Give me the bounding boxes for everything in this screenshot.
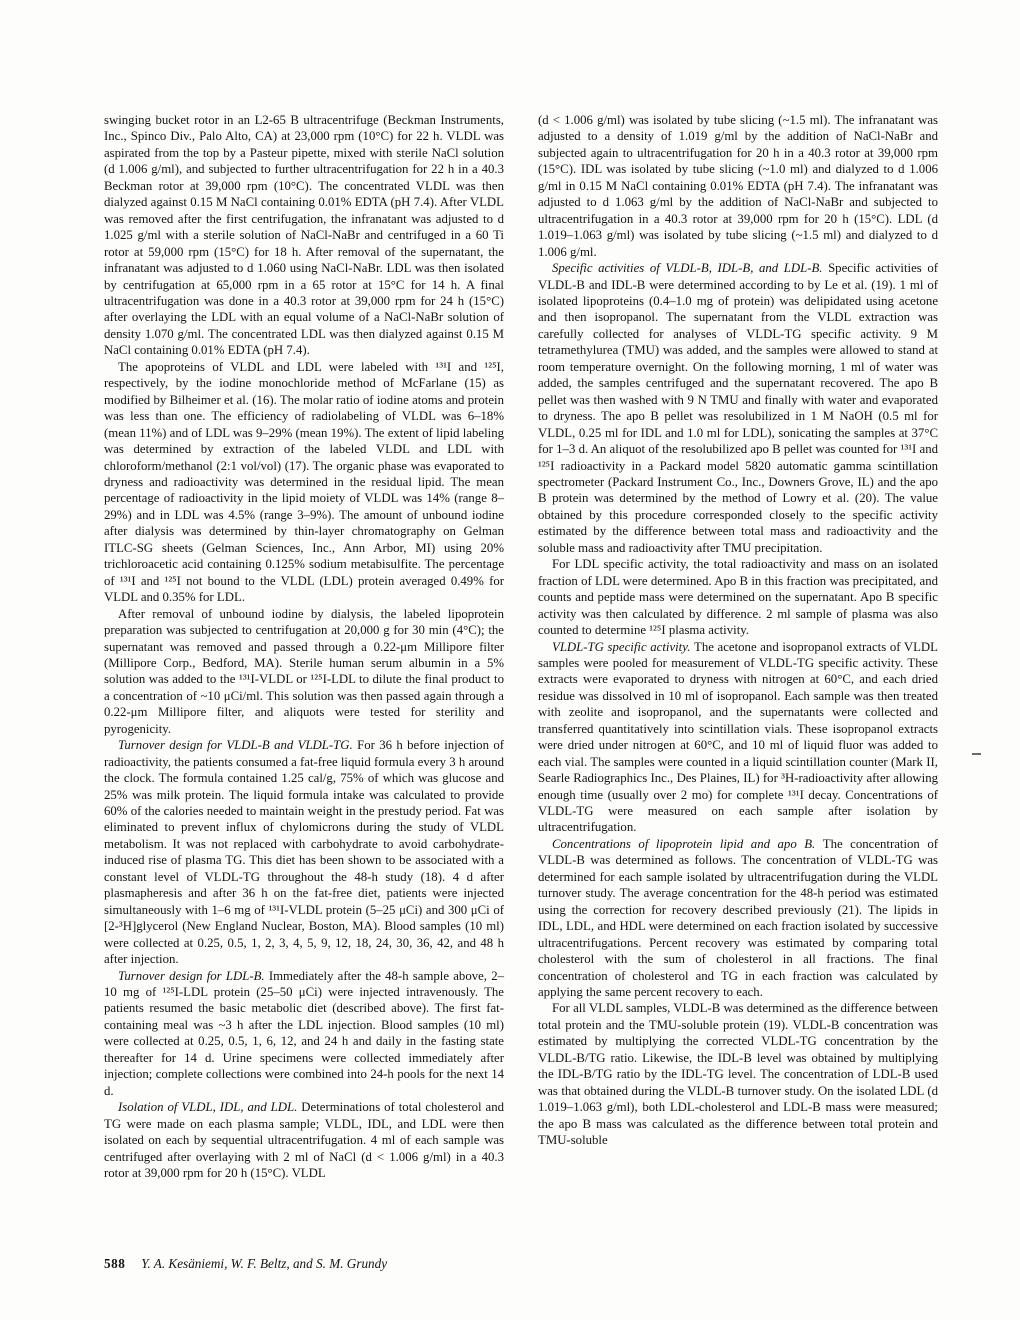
paragraph (538, 1000, 938, 1148)
paragraph-lead: Turnover design for LDL-B. (118, 968, 269, 983)
paragraph-text: The acetone and isopropanol extracts of VLDL samples were pooled for measurement of VLDL-TG specific activity. These extracts were evaporated to dryness with nitrogen at 60°C, and each dried residue was dissolved in 10 ml of isopropanol. Each sample was then treated with zeolite and isopropanol, and the supernatants were collected and transferred quantitatively into scintillation vials. These isopropanol extracts were dried under nitrogen at 60°C, and 10 ml of liquid fluor was added to each vial. The samples were counted in a liquid scintillation counter (Mark II, Searle Radiographics Inc., Des Plaines, IL) for ³H-radioactivity after allowing enough time (usually over 2 mo) for complete ¹³¹I decay. Concentrations of VLDL-TG were measured on each sample after isolation by ultracentrifugation. (538, 639, 938, 835)
paragraph (538, 556, 938, 638)
paragraph-text: For 36 h before injection of radioactivity, the patients consumed a fat-free liquid formula every 3 h around the clock. The formula contained 1.25 cal/g, 75% of which was glucose and 25% was milk protein. The liquid formula intake was calculated to provide 60% of the calories needed to maintain weight in the prestudy period. Fat was eliminated to prevent influx of chylomicrons during the study of VLDL metabolism. It was not replaced with carbohydrate to avoid carbohydrate-induced rise of plasma TG. This diet has been shown to be associated with a constant level of VLDL-TG throughout the 48-h study (18). 4 d after plasmapheresis and after 36 h on the fat-free diet, patients were injected simultaneously with 1–6 mg of ¹³¹I-VLDL protein (5–25 μCi) and 300 μCi of [2-³H]glycerol (New England Nuclear, Boston, MA). Blood samples (10 ml) were collected at 0.25, 0.5, 1, 2, 3, 4, 5, 9, 12, 18, 24, 30, 36, 42, and 48 h after injection. (104, 738, 504, 967)
paragraph (538, 836, 938, 1001)
paragraph-text: For LDL specific activity, the total radioactivity and mass on an isolated fraction of LDL were determined. Apo B in this fraction was precipitated, and counts and peptide mass were determined on the supernatant. Apo B specific activity was then calculated by difference. 2 ml sample of plasma was also counted to determine ¹²⁵I plasma activity. (538, 557, 938, 638)
paragraph-lead: Isolation of VLDL, IDL, and LDL. (118, 1100, 302, 1115)
paragraph (538, 112, 938, 260)
paragraph-text: Determinations of total cholesterol and TG were made on each plasma sample; VLDL, IDL, and LDL were then isolated on each by sequential ultracentrifugation. 4 ml of each sample was centrifuged after overlaying with 2 ml of NaCl (d < 1.006 g/ml) in a 40.3 rotor at 39,000 rpm for 20 h (15°C). VLDL (104, 1100, 504, 1180)
footer-authors: Y. A. Kesäniemi, W. F. Beltz, and S. M. Grundy (141, 1256, 388, 1271)
paragraph-text: swinging bucket rotor in an L2-65 B ultracentrifuge (Beckman Instruments, Inc., Spinco Div., Palo Alto, CA) at 23,000 rpm (10°C) for 22 h. VLDL was aspirated from the top by a Pasteur pipette, mixed with sterile NaCl solution (d 1.006 g/ml), and subjected to further ultracentrifugation for 22 h in a 40.3 Beckman rotor at 39,000 rpm (10°C). The concentrated VLDL was then dialyzed against 0.15 M NaCl containing 0.01% EDTA (pH 7.4). After VLDL was removed after the first centrifugation, the infranatant was adjusted to d 1.025 g/ml with a sterile solution of NaCl-NaBr and centrifuged in a 60 Ti rotor at 59,000 rpm (15°C) for 18 h. After removal of the supernatant, the infranatant was adjusted to d 1.060 using NaCl-NaBr. LDL was then isolated by centrifugation at 65,000 rpm in a 65 rotor at 15°C for 14 h. A final ultracentrifugation was done in a 40.3 rotor at 39,000 rpm for 24 h (15°C) after overlaying the LDL with an equal volume of a NaCl-NaBr solution of density 1.070 g/ml. The concentrated LDL was then dialyzed against 0.15 M NaCl containing 0.01% EDTA (pH 7.4). (104, 113, 504, 358)
paragraph-lead: Specific activities of VLDL-B, IDL-B, and LDL-B. (552, 261, 829, 276)
paragraph (104, 359, 504, 606)
page-number: 588 (104, 1256, 126, 1271)
paragraph-text: The concentration of VLDL-B was determined as follows. The concentration of VLDL-TG was determined for each sample isolated by ultracentrifugation during the VLDL turnover study. The average concentration for the 48-h period was estimated using the correction for recovery described previously (21). The lipids in IDL, LDL, and HDL were determined on each fraction isolated by successive ultracentrifugations. Percent recovery was estimated by comparing total cholesterol with the sum of cholesterol in all fractions. The final concentration of cholesterol and TG in each fraction was calculated by applying the same percent recovery to each. (538, 836, 938, 1000)
paragraph-text: (d < 1.006 g/ml) was isolated by tube slicing (~1.5 ml). The infranatant was adjusted to a density of 1.019 g/ml by the addition of NaCl-NaBr and subjected again to ultracentrifugation for 20 h in a 40.3 rotor at 39,000 rpm (15°C). IDL was isolated by tube slicing (~1.0 ml) and dialyzed to d 1.006 g/ml in 0.15 M NaCl containing 0.01% EDTA (pH 7.4). The infranatant was adjusted to d 1.063 g/ml by the addition of NaCl-NaBr and subjected to ultracentrifugation in a 40.3 rotor at 39,000 rpm for 20 h (15°C). LDL (d 1.019–1.063 g/ml) was isolated by tube slicing (~1.5 ml) and dialyzed to d 1.006 g/ml. (538, 113, 938, 259)
paragraph (538, 260, 938, 556)
paragraph (104, 737, 504, 967)
left-column (104, 112, 504, 1181)
paragraph-text: For all VLDL samples, VLDL-B was determined as the difference between total protein and the TMU-soluble protein (19). VLDL-B concentration was estimated by multiplying the corrected VLDL-TG concentration by the VLDL-B/TG ratio. Likewise, the IDL-B level was obtained by multiplying the IDL-B/TG ratio by the IDL-TG level. The concentration of LDL-B used was that obtained during the VLDL-B turnover study. On the isolated LDL (d 1.019–1.063 g/ml), both LDL-cholesterol and LDL-B mass were measured; the apo B mass was calculated as the difference between total protein and TMU-soluble (538, 1001, 938, 1148)
paragraph-text: The apoproteins of VLDL and LDL were labeled with ¹³¹I and ¹²⁵I, respectively, by the iodine monochloride method of McFarlane (15) as modified by Bilheimer et al. (16). The molar ratio of iodine atoms and protein was less than one. The efficiency of radiolabeling of VLDL was 6–18% (mean 11%) and of LDL was 9–29% (mean 19%). The extent of lipid labeling was determined by extraction of the labeled VLDL and LDL with chloroform/methanol (2:1 vol/vol) (17). The organic phase was evaporated to dryness and radioactivity was determined in the residual lipid. The mean percentage of radioactivity in the lipid moiety of VLDL was 14% (range 8–29%) and in LDL was 4.5% (range 3–9%). The amount of unbound iodine after dialysis was determined by thin-layer chromatography on Gelman ITLC-SG sheets (Gelman Sciences, Inc., Ann Arbor, MI) using 20% trichloroacetic acid containing 0.125% sodium metabisulfite. The percentage of ¹³¹I and ¹²⁵I not bound to the VLDL (LDL) protein averaged 0.49% for VLDL and 0.35% for LDL. (104, 359, 504, 605)
paragraph-text: Specific activities of VLDL-B and IDL-B were determined according to by Le et al. (19). 1 ml of isolated lipoproteins (0.4–1.0 mg of protein) was delipidated using acetone and then isopropanol. The supernatant from the VLDL extraction was carefully collected for analyses of VLDL-TG specific activity. 9 M tetramethylurea (TMU) was added, and the samples were allowed to stand at room temperature overnight. On the following morning, 1 ml of water was added, the samples centrifuged and the supernatant recovered. The apo B pellet was then washed with 9 N TMU and finally with water and evaporated to dryness. The apo B pellet was resolubilized in 1 M NaOH (0.5 ml for VLDL, 0.25 ml for IDL and 1.0 ml for LDL), sonicating the samples at 37°C for 1–3 d. An aliquot of the resolubilized apo B pellet was counted for ¹³¹I and ¹²⁵I radioactivity in a Packard model 5820 automatic gamma scintillation spectrometer (Packard Instrument Co., Inc., Downers Grove, IL) and the apo B protein was determined by the method of Lowry et al. (20). The value obtained by this procedure corresponded closely to the specific activity estimated by the difference between total mass and radioactivity and the soluble mass and radioactivity after TMU precipitation. (538, 261, 938, 555)
paragraph-lead: Turnover design for VLDL-B and VLDL-TG. (118, 738, 358, 753)
two-column-text-block (104, 112, 938, 1181)
paragraph (104, 1099, 504, 1181)
paragraph (104, 968, 504, 1100)
paragraph (104, 606, 504, 738)
scan-artifact-mark (972, 753, 981, 755)
paragraph (104, 112, 504, 359)
paragraph-lead: Concentrations of lipoprotein lipid and apo B. (552, 836, 823, 851)
paragraph-text: Immediately after the 48-h sample above, 2–10 mg of ¹²⁵I-LDL protein (25–50 μCi) were injected intravenously. The patients resumed the basic metabolic diet (described above). The first fat-containing meal was ~3 h after the LDL injection. Blood samples (10 ml) were collected at 0.25, 0.5, 1, 6, 12, and 24 h and daily in the fasting state thereafter for 14 d. Urine specimens were collected immediately after injection; complete collections were combined into 24-h pools for the next 14 d. (104, 968, 504, 1098)
page-footer (104, 1256, 387, 1272)
paragraph (538, 639, 938, 836)
right-column (538, 112, 938, 1181)
paragraph-lead: VLDL-TG specific activity. (552, 639, 695, 654)
paragraph-text: After removal of unbound iodine by dialysis, the labeled lipoprotein preparation was subjected to centrifugation at 20,000 g for 30 min (4°C); the supernatant was removed and passed through a 0.22-μm Millipore filter (Millipore Corp., Bedford, MA). Sterile human serum albumin in a 5% solution was added to the ¹³¹I-VLDL or ¹²⁵I-LDL to dilute the final product to a concentration of ~10 μCi/ml. This solution was then passed again through a 0.22-μm Millipore filter, and aliquots were tested for sterility and pyrogenicity. (104, 606, 504, 736)
